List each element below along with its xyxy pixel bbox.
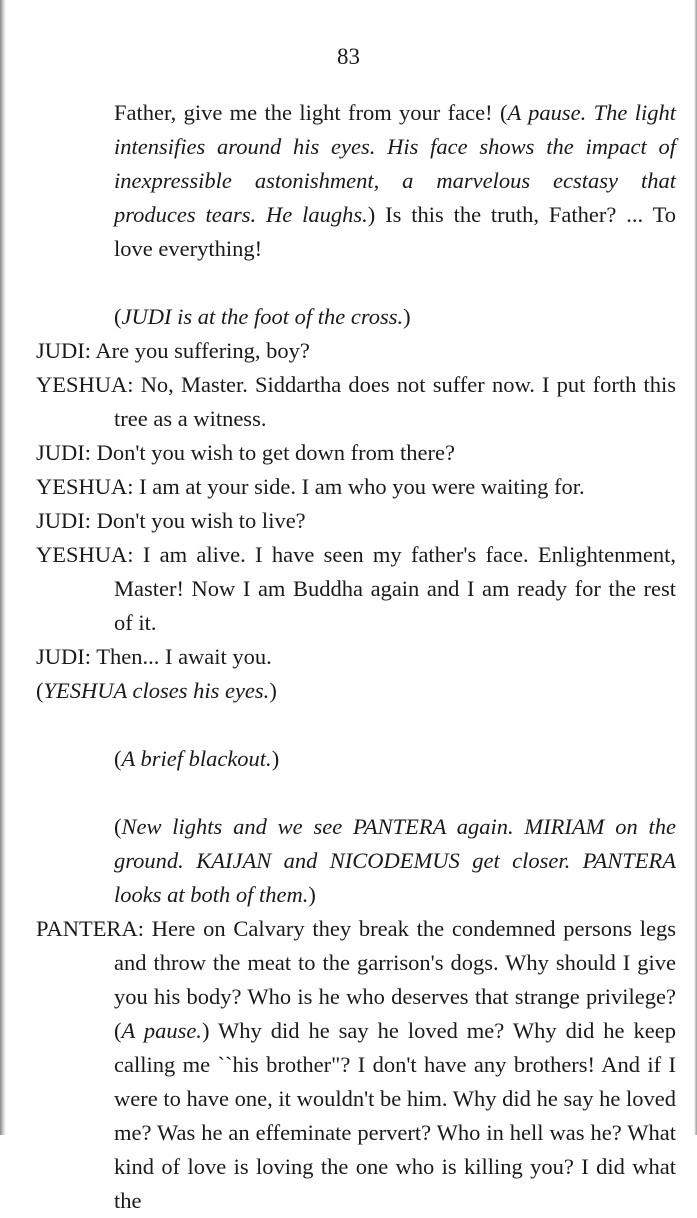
speech-judi — [36, 640, 676, 708]
speaker-name: PANTERA: — [36, 916, 144, 941]
speech-yeshua — [36, 538, 676, 640]
speech-pantera: PANTERA: Here on Calvary they break the condemned persons legs and throw the meat to the garrison's dogs. Why should I give you his body? Who is he who deserves that strange privilege? (A pause.) Why did he say he loved me? Why did he keep calling me ``his brother"? I don't have any brothers! And if I were to have one, it wouldn't be him. Why did he say he loved me? Was he an effeminate pervert? Who in hell was he? What kind of love is loving the one who is killing you? I did what the — [36, 916, 677, 1213]
speech-text: No, Master. Siddartha does not suffer now. I put forth this tree as a witness. — [114, 372, 676, 431]
stage-direction: A brief blackout. — [121, 746, 272, 771]
spacer — [36, 776, 676, 810]
stage-direction: New lights and we see PANTERA again. MIRIAM on the ground. KAIJAN and NICODEMUS get closer. PANTERA looks at both of them. — [114, 814, 676, 907]
speech-text: Are you suffering, boy? — [95, 338, 310, 363]
speech-text: I am at your side. I am who you were waiting for. — [139, 474, 585, 499]
stage-direction: JUDI is at the foot of the cross. — [121, 304, 404, 329]
page-number: 83 — [337, 44, 360, 69]
speech-judi — [36, 334, 676, 368]
page-edge-shadow — [0, 0, 6, 1135]
spacer — [36, 708, 676, 742]
speaker-name: YESHUA: — [36, 474, 134, 499]
script-body — [36, 96, 676, 1218]
speaker-name: JUDI: — [36, 644, 91, 669]
stage-direction-line: (YESHUA closes his eyes.) — [36, 678, 277, 703]
speaker-name: JUDI: — [36, 440, 91, 465]
speech-judi — [36, 436, 676, 470]
speech-text: Don't you wish to live? — [96, 508, 306, 533]
speech-text: Then... I await you. — [96, 644, 272, 669]
speaker-name: JUDI: — [36, 338, 91, 363]
speech-judi — [36, 504, 676, 538]
dialogue-continuation: Father, give me the light from your face! (A pause. The light intensifies around his eyes. His face shows the impact of inexpressible astonishment, a marvelous ecstasy that produces tears. He laughs.) Is this the truth, Father? ... To love everything! — [114, 100, 676, 261]
speech-yeshua — [36, 470, 676, 504]
speech-text: Don't you wish to get down from there? — [96, 440, 455, 465]
speaker-name: JUDI: — [36, 508, 91, 533]
speech-yeshua — [36, 368, 676, 436]
spacer — [36, 266, 676, 300]
stage-direction: YESHUA closes his eyes. — [43, 678, 270, 703]
stage-direction: A pause. The light intensifies around his eyes. His face shows the impact of inexpressible astonishment, a marvelous ecstasy that produces tears. He laughs. — [114, 100, 676, 227]
speaker-name: YESHUA: — [36, 372, 134, 397]
speaker-name: YESHUA: — [36, 542, 134, 567]
speech-text: I am alive. I have seen my father's face. Enlightenment, Master! Now I am Buddha again and I am ready for the rest of it. — [114, 542, 677, 635]
stage-direction-block: (JUDI is at the foot of the cross.) — [114, 304, 411, 329]
stage-direction: A pause. — [121, 1018, 202, 1043]
stage-direction-block: (New lights and we see PANTERA again. MIRIAM on the ground. KAIJAN and NICODEMUS get closer. PANTERA looks at both of them.) — [114, 814, 676, 907]
stage-direction-block: (A brief blackout.) — [114, 746, 280, 771]
